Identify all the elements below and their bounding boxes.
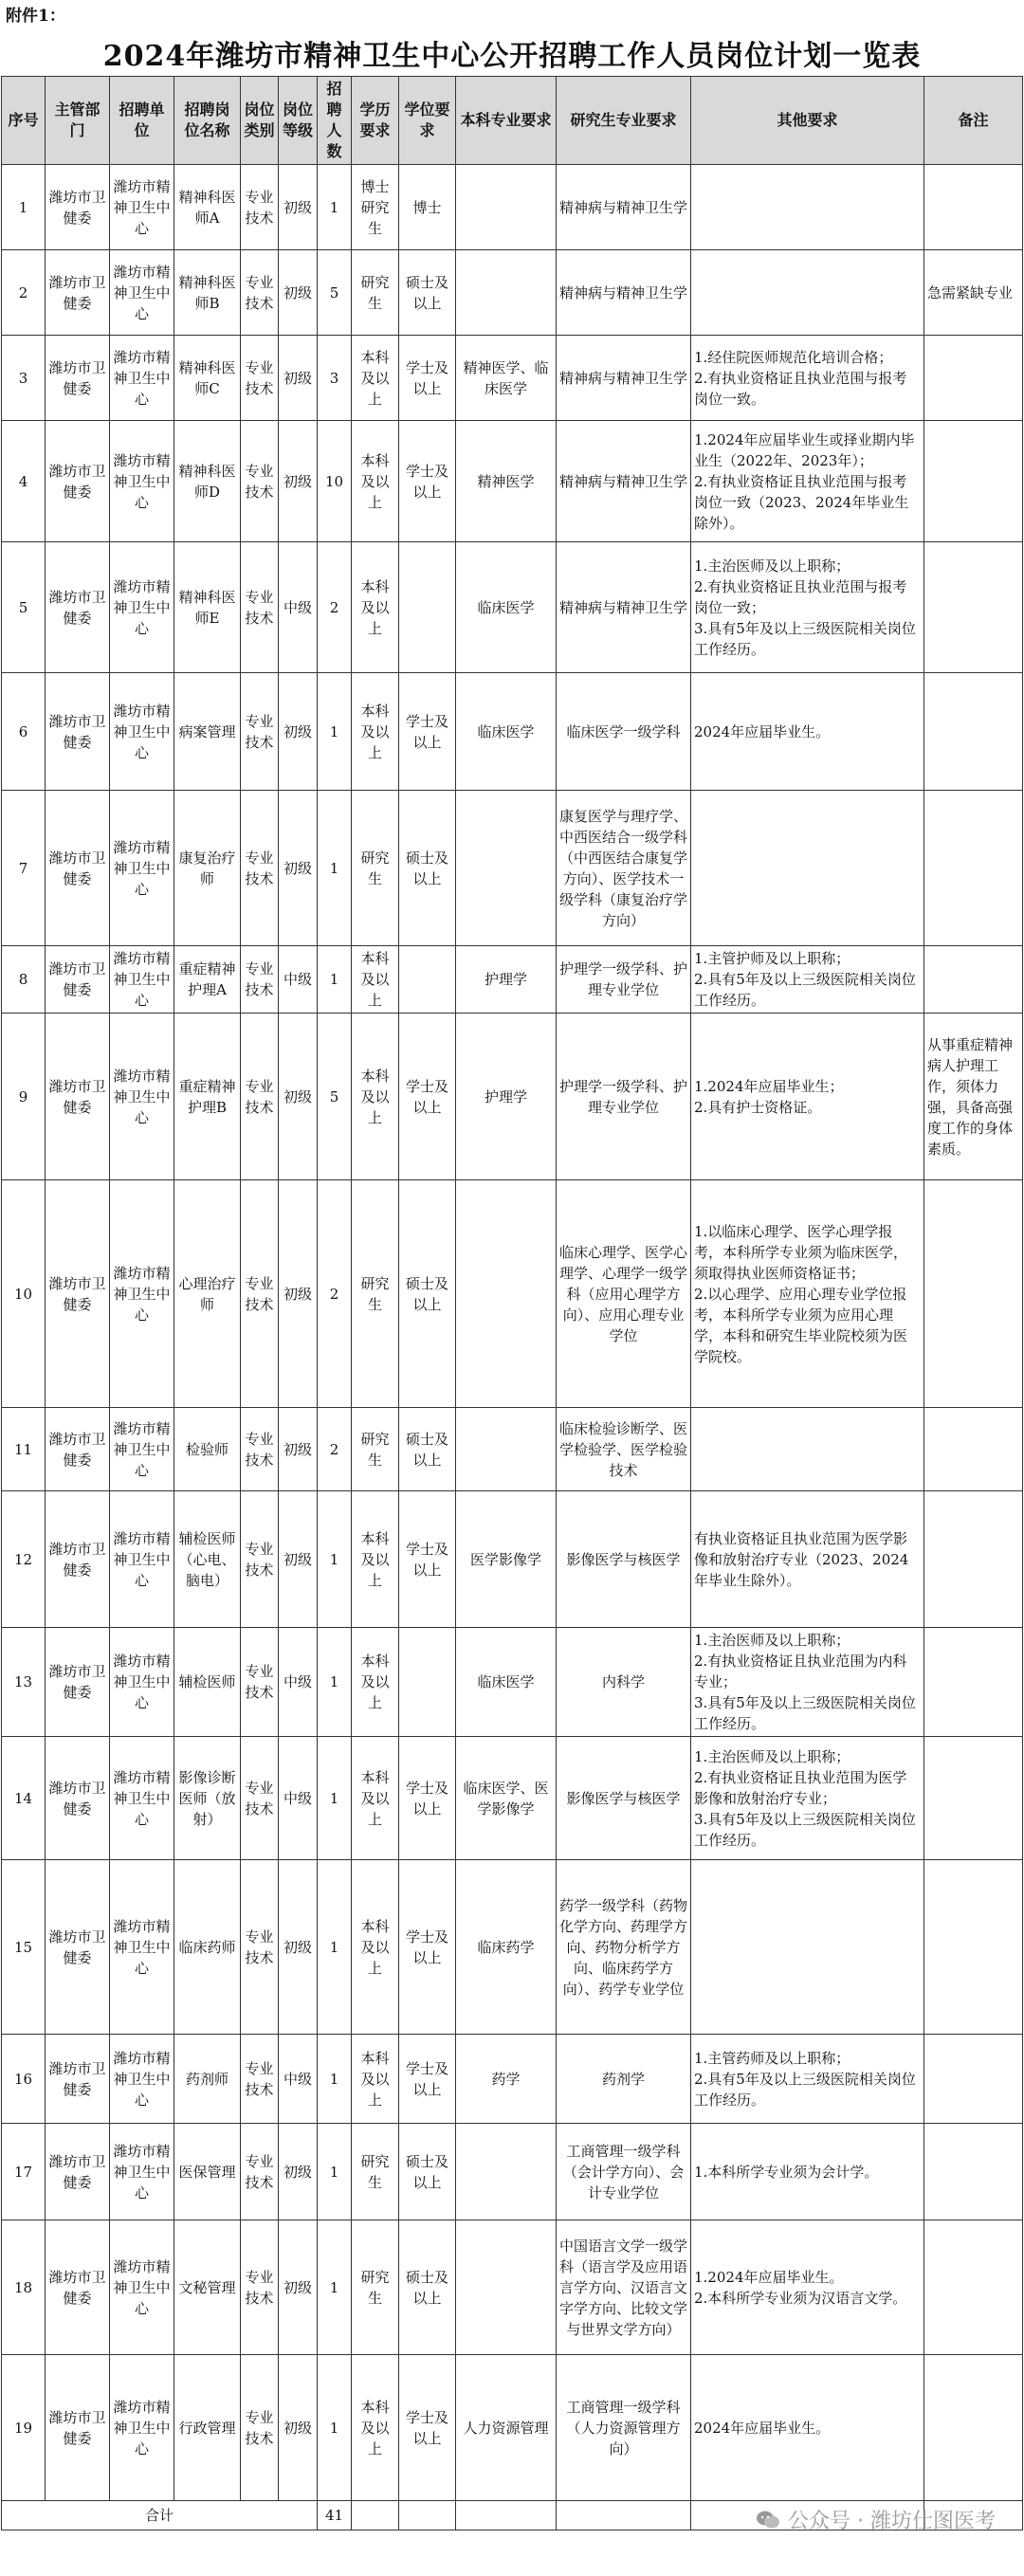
row-no: 11 [2, 1408, 46, 1491]
row-no: 2 [2, 250, 46, 336]
row-no: 16 [2, 2035, 46, 2124]
row-unit: 潍坊市精神卫生中心 [110, 2355, 174, 2501]
row-other: 1.主治医师及以上职称； 2.有执业资格证且执业范围与报考岗位一致； 3.具有5年及以上三级医院相关岗位工作经历。 [691, 542, 924, 673]
row-other: 1.2024年应届毕业生； 2.具有护士资格证。 [691, 1014, 924, 1180]
row-grad-major: 临床检验诊断学、医学检验学、医学检验技术 [557, 1408, 691, 1491]
row-post: 康复治疗师 [174, 791, 241, 946]
row-ug-major: 临床医学 [456, 1628, 557, 1737]
row-remark: 急需紧缺专业 [924, 250, 1023, 336]
row-level: 初级 [279, 2220, 318, 2355]
row-ug-major [456, 791, 557, 946]
row-other: 1.本科所学专业须为会计学。 [691, 2124, 924, 2220]
row-degree: 学士及以上 [399, 421, 456, 542]
row-edu: 博士研究生 [352, 165, 399, 250]
row-unit: 潍坊市精神卫生中心 [110, 1014, 174, 1180]
header-other: 其他要求 [691, 77, 924, 165]
row-level: 初级 [279, 165, 318, 250]
row-category: 专业技术 [241, 2124, 279, 2220]
row-count: 1 [318, 791, 352, 946]
row-category: 专业技术 [241, 1860, 279, 2035]
row-dept: 潍坊市卫健委 [46, 2035, 110, 2124]
row-dept: 潍坊市卫健委 [46, 673, 110, 791]
row-post: 重症精神护理A [174, 946, 241, 1014]
row-grad-major: 精神病与精神卫生学 [557, 250, 691, 336]
watermark-text: 公众号 · 潍坊仕图医考 [788, 2510, 996, 2533]
row-count: 1 [318, 1491, 352, 1628]
row-ug-major: 人力资源管理 [456, 2355, 557, 2501]
annex-label: 附件1： [6, 7, 65, 26]
row-post: 医保管理 [174, 2124, 241, 2220]
row-unit: 潍坊市精神卫生中心 [110, 791, 174, 946]
row-other: 1.主管护师及以上职称； 2.具有5年及以上三级医院相关岗位工作经历。 [691, 946, 924, 1014]
table-row [2, 791, 1023, 946]
row-no: 6 [2, 673, 46, 791]
row-unit: 潍坊市精神卫生中心 [110, 336, 174, 421]
header-edu: 学历要求 [352, 77, 399, 165]
table-row [2, 1014, 1023, 1180]
page-title: 2024年潍坊市精神卫生中心公开招聘工作人员岗位计划一览表 [102, 40, 922, 73]
row-post: 精神科医师A [174, 165, 241, 250]
row-remark [924, 2035, 1023, 2124]
row-degree: 硕士及以上 [399, 250, 456, 336]
row-dept: 潍坊市卫健委 [46, 1860, 110, 2035]
row-post: 精神科医师B [174, 250, 241, 336]
row-edu: 本科及以上 [352, 1014, 399, 1180]
row-count: 1 [318, 1860, 352, 2035]
header-no: 序号 [2, 77, 46, 165]
total-count: 41 [318, 2501, 352, 2530]
table-row [2, 1737, 1023, 1860]
row-count: 5 [318, 1014, 352, 1180]
row-remark [924, 165, 1023, 250]
row-other [691, 165, 924, 250]
row-other: 1.主治医师及以上职称； 2.有执业资格证且执业范围为医学影像和放射治疗专业； 3.具有5年及以上三级医院相关岗位工作经历。 [691, 1737, 924, 1860]
row-other: 1.主管药师及以上职称； 2.具有5年及以上三级医院相关岗位工作经历。 [691, 2035, 924, 2124]
row-remark [924, 1737, 1023, 1860]
row-dept: 潍坊市卫健委 [46, 1408, 110, 1491]
table-row [2, 1860, 1023, 2035]
row-remark [924, 946, 1023, 1014]
row-count: 1 [318, 673, 352, 791]
row-grad-major: 精神病与精神卫生学 [557, 336, 691, 421]
row-level: 初级 [279, 1014, 318, 1180]
table-row [2, 673, 1023, 791]
row-other: 1.主治医师及以上职称； 2.有执业资格证且执业范围为内科专业； 3.具有5年及以上三级医院相关岗位工作经历。 [691, 1628, 924, 1737]
table-row [2, 165, 1023, 250]
row-grad-major: 临床心理学、医学心理学、心理学一级学科（应用心理学方向）、应用心理专业学位 [557, 1180, 691, 1408]
row-remark [924, 421, 1023, 542]
row-degree [399, 946, 456, 1014]
row-dept: 潍坊市卫健委 [46, 250, 110, 336]
row-category: 专业技术 [241, 1628, 279, 1737]
row-category: 专业技术 [241, 673, 279, 791]
row-level: 中级 [279, 542, 318, 673]
row-no: 13 [2, 1628, 46, 1737]
header-category: 岗位类别 [241, 77, 279, 165]
row-count: 2 [318, 542, 352, 673]
row-grad-major: 精神病与精神卫生学 [557, 421, 691, 542]
row-level: 初级 [279, 1408, 318, 1491]
table-row [2, 2220, 1023, 2355]
row-no: 9 [2, 1014, 46, 1180]
table-row [2, 1408, 1023, 1491]
row-ug-major: 临床医学 [456, 542, 557, 673]
row-unit: 潍坊市精神卫生中心 [110, 165, 174, 250]
row-other [691, 791, 924, 946]
row-unit: 潍坊市精神卫生中心 [110, 1491, 174, 1628]
header-ug-major: 本科专业要求 [456, 77, 557, 165]
row-ug-major: 临床药学 [456, 1860, 557, 2035]
header-remark: 备注 [924, 77, 1023, 165]
row-edu: 研究生 [352, 1180, 399, 1408]
row-dept: 潍坊市卫健委 [46, 2124, 110, 2220]
row-post: 辅检医师（心电、脑电） [174, 1491, 241, 1628]
row-level: 初级 [279, 1491, 318, 1628]
row-degree: 硕士及以上 [399, 791, 456, 946]
row-grad-major: 药学一级学科（药物化学方向、药理学方向、药物分析学方向、临床药学方向）、药学专业学位 [557, 1860, 691, 2035]
row-level: 初级 [279, 250, 318, 336]
total-empty [456, 2501, 557, 2530]
row-edu: 研究生 [352, 2220, 399, 2355]
row-edu: 研究生 [352, 250, 399, 336]
row-count: 5 [318, 250, 352, 336]
row-unit: 潍坊市精神卫生中心 [110, 2035, 174, 2124]
row-count: 1 [318, 2220, 352, 2355]
row-unit: 潍坊市精神卫生中心 [110, 1408, 174, 1491]
total-empty [399, 2501, 456, 2530]
row-remark [924, 1408, 1023, 1491]
row-dept: 潍坊市卫健委 [46, 946, 110, 1014]
table-row [2, 336, 1023, 421]
row-degree: 学士及以上 [399, 2035, 456, 2124]
row-count: 1 [318, 2035, 352, 2124]
row-count: 1 [318, 2355, 352, 2501]
row-post: 辅检医师 [174, 1628, 241, 1737]
row-category: 专业技术 [241, 542, 279, 673]
row-post: 心理治疗师 [174, 1180, 241, 1408]
row-grad-major: 护理学一级学科、护理专业学位 [557, 1014, 691, 1180]
header-unit: 招聘单位 [110, 77, 174, 165]
table-row [2, 2355, 1023, 2501]
row-remark [924, 2220, 1023, 2355]
row-edu: 本科及以上 [352, 542, 399, 673]
recruitment-table [1, 76, 1023, 2530]
row-post: 精神科医师C [174, 336, 241, 421]
total-label: 合计 [2, 2501, 318, 2530]
row-grad-major: 精神病与精神卫生学 [557, 165, 691, 250]
row-degree: 硕士及以上 [399, 1408, 456, 1491]
row-unit: 潍坊市精神卫生中心 [110, 1628, 174, 1737]
row-unit: 潍坊市精神卫生中心 [110, 421, 174, 542]
row-ug-major: 精神医学 [456, 421, 557, 542]
row-degree [399, 1628, 456, 1737]
row-edu: 本科及以上 [352, 946, 399, 1014]
row-unit: 潍坊市精神卫生中心 [110, 2220, 174, 2355]
row-unit: 潍坊市精神卫生中心 [110, 946, 174, 1014]
row-ug-major: 护理学 [456, 946, 557, 1014]
row-dept: 潍坊市卫健委 [46, 542, 110, 673]
row-edu: 本科及以上 [352, 336, 399, 421]
table-row [2, 946, 1023, 1014]
row-category: 专业技术 [241, 2355, 279, 2501]
header-level: 岗位等级 [279, 77, 318, 165]
row-edu: 研究生 [352, 791, 399, 946]
row-post: 精神科医师E [174, 542, 241, 673]
table-row [2, 1180, 1023, 1408]
row-level: 初级 [279, 1860, 318, 2035]
row-remark [924, 673, 1023, 791]
row-count: 1 [318, 946, 352, 1014]
row-category: 专业技术 [241, 250, 279, 336]
row-no: 1 [2, 165, 46, 250]
row-grad-major: 工商管理一级学科（会计学方向）、会计专业学位 [557, 2124, 691, 2220]
row-unit: 潍坊市精神卫生中心 [110, 1737, 174, 1860]
row-no: 18 [2, 2220, 46, 2355]
row-degree: 博士 [399, 165, 456, 250]
row-category: 专业技术 [241, 2035, 279, 2124]
row-level: 初级 [279, 2124, 318, 2220]
row-category: 专业技术 [241, 1180, 279, 1408]
row-ug-major [456, 250, 557, 336]
row-dept: 潍坊市卫健委 [46, 1491, 110, 1628]
row-count: 1 [318, 1628, 352, 1737]
row-remark: 从事重症精神病人护理工作，须体力强，具备高强度工作的身体素质。 [924, 1014, 1023, 1180]
row-ug-major: 临床医学、医学影像学 [456, 1737, 557, 1860]
row-level: 中级 [279, 1737, 318, 1860]
row-dept: 潍坊市卫健委 [46, 421, 110, 542]
row-no: 8 [2, 946, 46, 1014]
row-edu: 研究生 [352, 2124, 399, 2220]
row-no: 3 [2, 336, 46, 421]
row-grad-major: 工商管理一级学科（人力资源管理方向） [557, 2355, 691, 2501]
header-post: 招聘岗位名称 [174, 77, 241, 165]
row-remark [924, 1628, 1023, 1737]
row-other: 有执业资格证且执业范围为医学影像和放射治疗专业（2023、2024年毕业生除外）。 [691, 1491, 924, 1628]
header-row [2, 77, 1023, 165]
row-category: 专业技术 [241, 421, 279, 542]
row-category: 专业技术 [241, 1408, 279, 1491]
row-category: 专业技术 [241, 2220, 279, 2355]
row-edu: 本科及以上 [352, 1737, 399, 1860]
row-other [691, 1860, 924, 2035]
row-grad-major: 内科学 [557, 1628, 691, 1737]
row-grad-major: 护理学一级学科、护理专业学位 [557, 946, 691, 1014]
row-ug-major [456, 2220, 557, 2355]
row-unit: 潍坊市精神卫生中心 [110, 250, 174, 336]
row-remark [924, 336, 1023, 421]
row-category: 专业技术 [241, 336, 279, 421]
watermark [756, 2505, 996, 2534]
row-ug-major: 护理学 [456, 1014, 557, 1180]
row-grad-major: 康复医学与理疗学、中西医结合一级学科（中西医结合康复学方向）、医学技术一级学科（康复治疗学方向） [557, 791, 691, 946]
row-remark [924, 1860, 1023, 2035]
table-row [2, 2035, 1023, 2124]
row-remark [924, 791, 1023, 946]
row-degree: 学士及以上 [399, 336, 456, 421]
row-other [691, 1408, 924, 1491]
row-post: 行政管理 [174, 2355, 241, 2501]
row-dept: 潍坊市卫健委 [46, 791, 110, 946]
row-unit: 潍坊市精神卫生中心 [110, 1180, 174, 1408]
row-level: 中级 [279, 2035, 318, 2124]
row-count: 3 [318, 336, 352, 421]
row-unit: 潍坊市精神卫生中心 [110, 2124, 174, 2220]
row-remark [924, 542, 1023, 673]
row-level: 初级 [279, 421, 318, 542]
table-row [2, 2124, 1023, 2220]
row-count: 1 [318, 2124, 352, 2220]
row-category: 专业技术 [241, 791, 279, 946]
row-edu: 本科及以上 [352, 1628, 399, 1737]
row-other [691, 250, 924, 336]
row-degree: 硕士及以上 [399, 2220, 456, 2355]
row-level: 中级 [279, 1628, 318, 1737]
row-no: 19 [2, 2355, 46, 2501]
row-count: 10 [318, 421, 352, 542]
row-post: 病案管理 [174, 673, 241, 791]
row-dept: 潍坊市卫健委 [46, 1737, 110, 1860]
row-ug-major: 临床医学 [456, 673, 557, 791]
row-no: 17 [2, 2124, 46, 2220]
row-post: 影像诊断医师（放射） [174, 1737, 241, 1860]
row-level: 初级 [279, 791, 318, 946]
row-category: 专业技术 [241, 1491, 279, 1628]
row-count: 1 [318, 1737, 352, 1860]
row-category: 专业技术 [241, 165, 279, 250]
row-other: 1.以临床心理学、医学心理学报考，本科所学专业须为临床医学，须取得执业医师资格证书； 2.以心理学、应用心理专业学位报考，本科所学专业须为应用心理学，本科和研究生毕业院校须为医学院校。 [691, 1180, 924, 1408]
row-edu: 研究生 [352, 1408, 399, 1491]
row-degree: 硕士及以上 [399, 1180, 456, 1408]
row-other: 2024年应届毕业生。 [691, 2355, 924, 2501]
row-grad-major: 中国语言文学一级学科（语言学及应用语言学方向、汉语言文字学方向、比较文学与世界文学方向） [557, 2220, 691, 2355]
row-degree: 学士及以上 [399, 1860, 456, 2035]
row-dept: 潍坊市卫健委 [46, 336, 110, 421]
header-count: 招聘人数 [318, 77, 352, 165]
row-ug-major [456, 1408, 557, 1491]
row-level: 中级 [279, 946, 318, 1014]
row-other: 1.2024年应届毕业生或择业期内毕业生（2022年、2023年）； 2.有执业资格证且执业范围与报考岗位一致（2023、2024年毕业生除外）。 [691, 421, 924, 542]
table-row [2, 1491, 1023, 1628]
row-category: 专业技术 [241, 1737, 279, 1860]
row-count: 2 [318, 1180, 352, 1408]
row-post: 重症精神护理B [174, 1014, 241, 1180]
row-level: 初级 [279, 336, 318, 421]
header-grad-major: 研究生专业要求 [557, 77, 691, 165]
total-empty [557, 2501, 691, 2530]
row-edu: 本科及以上 [352, 2035, 399, 2124]
table-row [2, 542, 1023, 673]
row-dept: 潍坊市卫健委 [46, 1014, 110, 1180]
row-degree: 学士及以上 [399, 1491, 456, 1628]
row-remark [924, 2124, 1023, 2220]
row-no: 7 [2, 791, 46, 946]
table-row [2, 250, 1023, 336]
row-ug-major [456, 2124, 557, 2220]
row-level: 初级 [279, 673, 318, 791]
row-degree [399, 542, 456, 673]
row-no: 12 [2, 1491, 46, 1628]
row-other: 1.经住院医师规范化培训合格； 2.有执业资格证且执业范围与报考岗位一致。 [691, 336, 924, 421]
table-body [2, 165, 1023, 2501]
row-dept: 潍坊市卫健委 [46, 1628, 110, 1737]
row-dept: 潍坊市卫健委 [46, 2220, 110, 2355]
row-degree: 硕士及以上 [399, 2124, 456, 2220]
row-no: 10 [2, 1180, 46, 1408]
row-ug-major: 药学 [456, 2035, 557, 2124]
row-no: 5 [2, 542, 46, 673]
row-category: 专业技术 [241, 946, 279, 1014]
row-level: 初级 [279, 1180, 318, 1408]
row-unit: 潍坊市精神卫生中心 [110, 542, 174, 673]
row-count: 2 [318, 1408, 352, 1491]
row-other: 1.2024年应届毕业生。 2.本科所学专业须为汉语言文学。 [691, 2220, 924, 2355]
row-degree: 学士及以上 [399, 673, 456, 791]
row-ug-major: 精神医学、临床医学 [456, 336, 557, 421]
total-empty [352, 2501, 399, 2530]
row-post: 临床药师 [174, 1860, 241, 2035]
row-post: 检验师 [174, 1408, 241, 1491]
row-ug-major: 医学影像学 [456, 1491, 557, 1628]
row-edu: 本科及以上 [352, 1860, 399, 2035]
row-no: 15 [2, 1860, 46, 2035]
row-grad-major: 影像医学与核医学 [557, 1491, 691, 1628]
row-post: 文秘管理 [174, 2220, 241, 2355]
wechat-icon [756, 2510, 780, 2530]
row-count: 1 [318, 165, 352, 250]
row-post: 药剂师 [174, 2035, 241, 2124]
header-degree: 学位要求 [399, 77, 456, 165]
row-degree: 学士及以上 [399, 1737, 456, 1860]
row-remark [924, 1180, 1023, 1408]
row-edu: 本科及以上 [352, 673, 399, 791]
row-unit: 潍坊市精神卫生中心 [110, 673, 174, 791]
row-edu: 本科及以上 [352, 421, 399, 542]
row-no: 14 [2, 1737, 46, 1860]
row-ug-major [456, 165, 557, 250]
row-grad-major: 影像医学与核医学 [557, 1737, 691, 1860]
row-degree: 学士及以上 [399, 1014, 456, 1180]
table-row [2, 421, 1023, 542]
row-edu: 本科及以上 [352, 2355, 399, 2501]
row-grad-major: 药剂学 [557, 2035, 691, 2124]
row-no: 4 [2, 421, 46, 542]
row-level: 初级 [279, 2355, 318, 2501]
row-dept: 潍坊市卫健委 [46, 2355, 110, 2501]
row-category: 专业技术 [241, 1014, 279, 1180]
row-remark [924, 1491, 1023, 1628]
row-unit: 潍坊市精神卫生中心 [110, 1860, 174, 2035]
row-grad-major: 临床医学一级学科 [557, 673, 691, 791]
row-dept: 潍坊市卫健委 [46, 165, 110, 250]
row-ug-major [456, 1180, 557, 1408]
row-other: 2024年应届毕业生。 [691, 673, 924, 791]
row-grad-major: 精神病与精神卫生学 [557, 542, 691, 673]
row-remark [924, 2355, 1023, 2501]
row-degree: 学士及以上 [399, 2355, 456, 2501]
row-dept: 潍坊市卫健委 [46, 1180, 110, 1408]
row-edu: 本科及以上 [352, 1491, 399, 1628]
table-row [2, 1628, 1023, 1737]
header-dept: 主管部门 [46, 77, 110, 165]
row-post: 精神科医师D [174, 421, 241, 542]
